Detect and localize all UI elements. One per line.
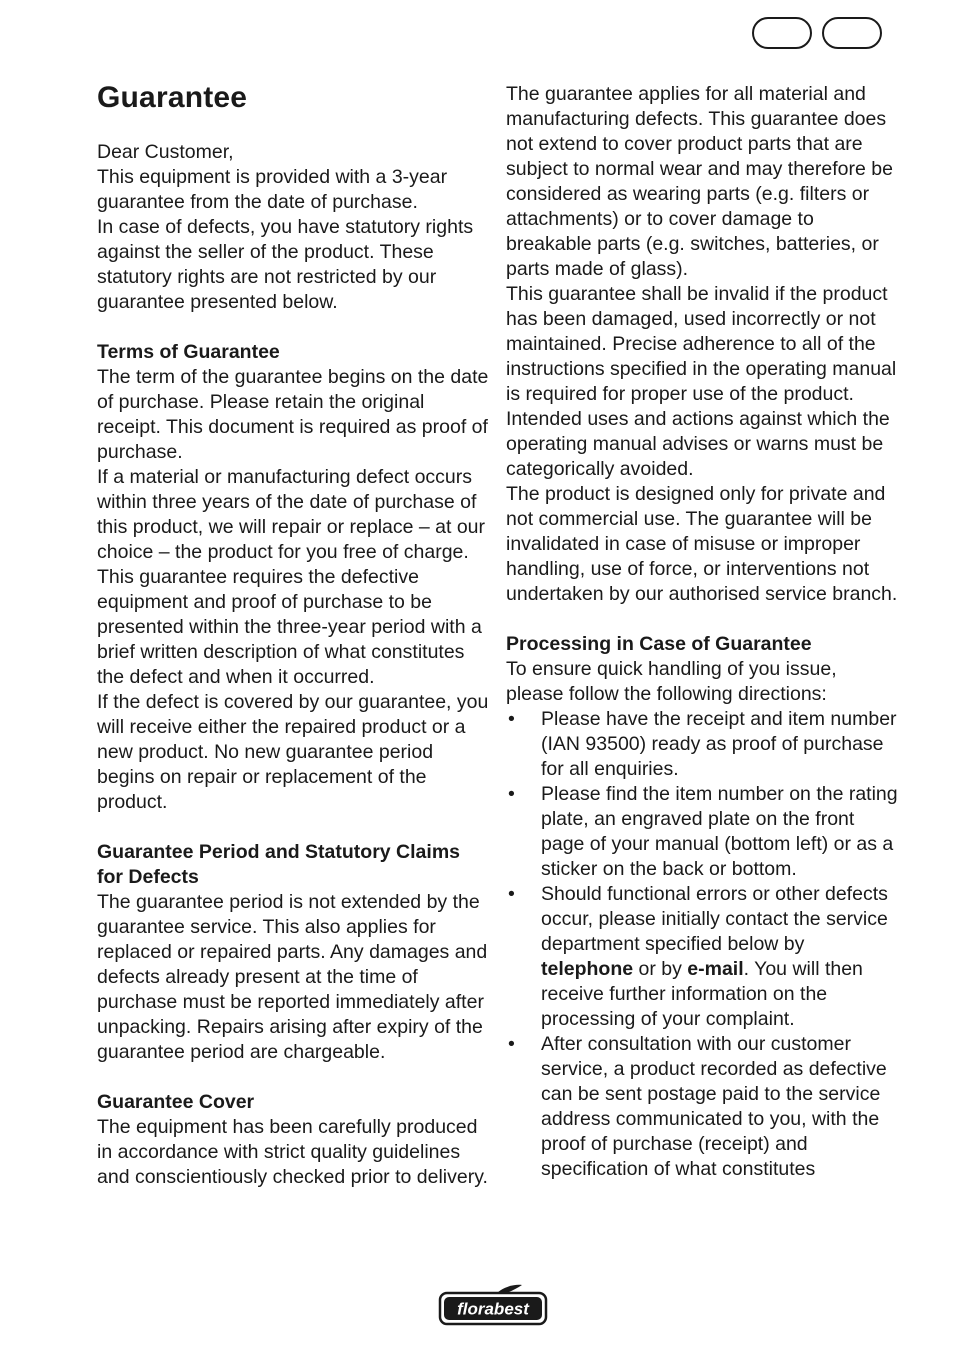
list-item: • Should functional errors or other defects occur, please initially contact the service department specified below by telephone or by e-mail. You will then receive further information on the processing of your complaint.: [508, 883, 888, 1030]
intro-salutation: Dear Customer,: [97, 141, 234, 163]
cover-paragraph: The equipment has been carefully produced in accordance with strict quality guidelines and conscientiously checked prior to delivery.: [97, 1116, 488, 1188]
bullet-icon: •: [508, 1033, 515, 1055]
processing-intro: To ensure quick handling of you issue, please follow the following directions:: [506, 658, 837, 705]
terms-paragraph: If a material or manufacturing defect occurs within three years of the date of purchase of this product, we will repair or replace – at our choice – the product for you free of charge. This guarantee requires the defective equipment and proof of purchase to be presented within the three-year period with a brief written description of what constitutes the defect and when it occurred.: [97, 466, 486, 688]
right-column: [506, 82, 898, 1182]
private-use-paragraph: The product is designed only for private and not commercial use. The guarantee will be invalidated in case of misuse or improper handling, use of force, or interventions not undertaken by our authorised service branch.: [506, 483, 898, 605]
cover-paragraph: The guarantee applies for all material and manufacturing defects. This guarantee does not extend to cover product parts that are subject to normal wear and may therefore be considered as wearing parts (e.g. filters or attachments) or to cover damage to breakable parts (e.g. switches, batteries, or parts made of glass).: [506, 83, 893, 280]
page-title: Guarantee: [97, 81, 248, 114]
telephone-emphasis: telephone: [541, 958, 634, 980]
terms-paragraph: The term of the guarantee begins on the date of purchase. Please retain the original receipt. This document is required as proof of purchase.: [97, 366, 489, 463]
list-item: • Please have the receipt and item number (IAN 93500) ready as proof of purchase for all enquiries.: [508, 708, 897, 780]
terms-paragraph: If the defect is covered by our guarantee, you will receive either the repaired product or a new product. No new guarantee period begins on repair or replacement of the product.: [97, 691, 489, 813]
section-heading-terms: Terms of Guarantee: [97, 341, 280, 363]
logo-text: florabest: [457, 1299, 529, 1319]
period-paragraph: The guarantee period is not extended by the guarantee service. This also applies for replaced or repaired parts. Any damages and defects already present at the time of purchase must be reported immediately after unpacking. Repairs arising after expiry of the guarantee period are chargeable.: [97, 891, 488, 1063]
intro-paragraph: In case of defects, you have statutory rights against the seller of the product. These statutory rights are not restricted by our guarantee presented below.: [97, 216, 474, 313]
section-heading-period: Guarantee Period and Statutory Claims for Defects: [97, 841, 461, 888]
left-column: [97, 80, 489, 1190]
bullet-icon: •: [508, 783, 515, 805]
email-emphasis: e-mail: [687, 958, 744, 980]
florabest-logo: [438, 1284, 548, 1326]
processing-list: [506, 707, 898, 1182]
bullet-icon: •: [508, 708, 515, 730]
language-badge-2: [822, 17, 882, 49]
invalid-paragraph: This guarantee shall be invalid if the product has been damaged, used incorrectly or not maintained. Precise adherence to all of the instructions specified in the operating manual is required for proper use of the product. Intended uses and actions against which the operating manual advises or warns must be categorically avoided.: [506, 283, 897, 480]
bullet-icon: •: [508, 883, 515, 905]
section-heading-processing: Processing in Case of Guarantee: [506, 633, 812, 655]
section-heading-cover: Guarantee Cover: [97, 1091, 255, 1113]
language-badges: [752, 17, 882, 49]
list-item: • Please find the item number on the rating plate, an engraved plate on the front page of your manual (bottom left) or as a sticker on the back or bottom.: [508, 783, 898, 880]
intro-paragraph: This equipment is provided with a 3-year guarantee from the date of purchase.: [97, 166, 448, 213]
language-badge-1: [752, 17, 812, 49]
list-item: • After consultation with our customer service, a product recorded as defective can be sent postage paid to the service address communicated to you, with the proof of purchase (receipt) and specification of what constitutes: [508, 1033, 887, 1180]
